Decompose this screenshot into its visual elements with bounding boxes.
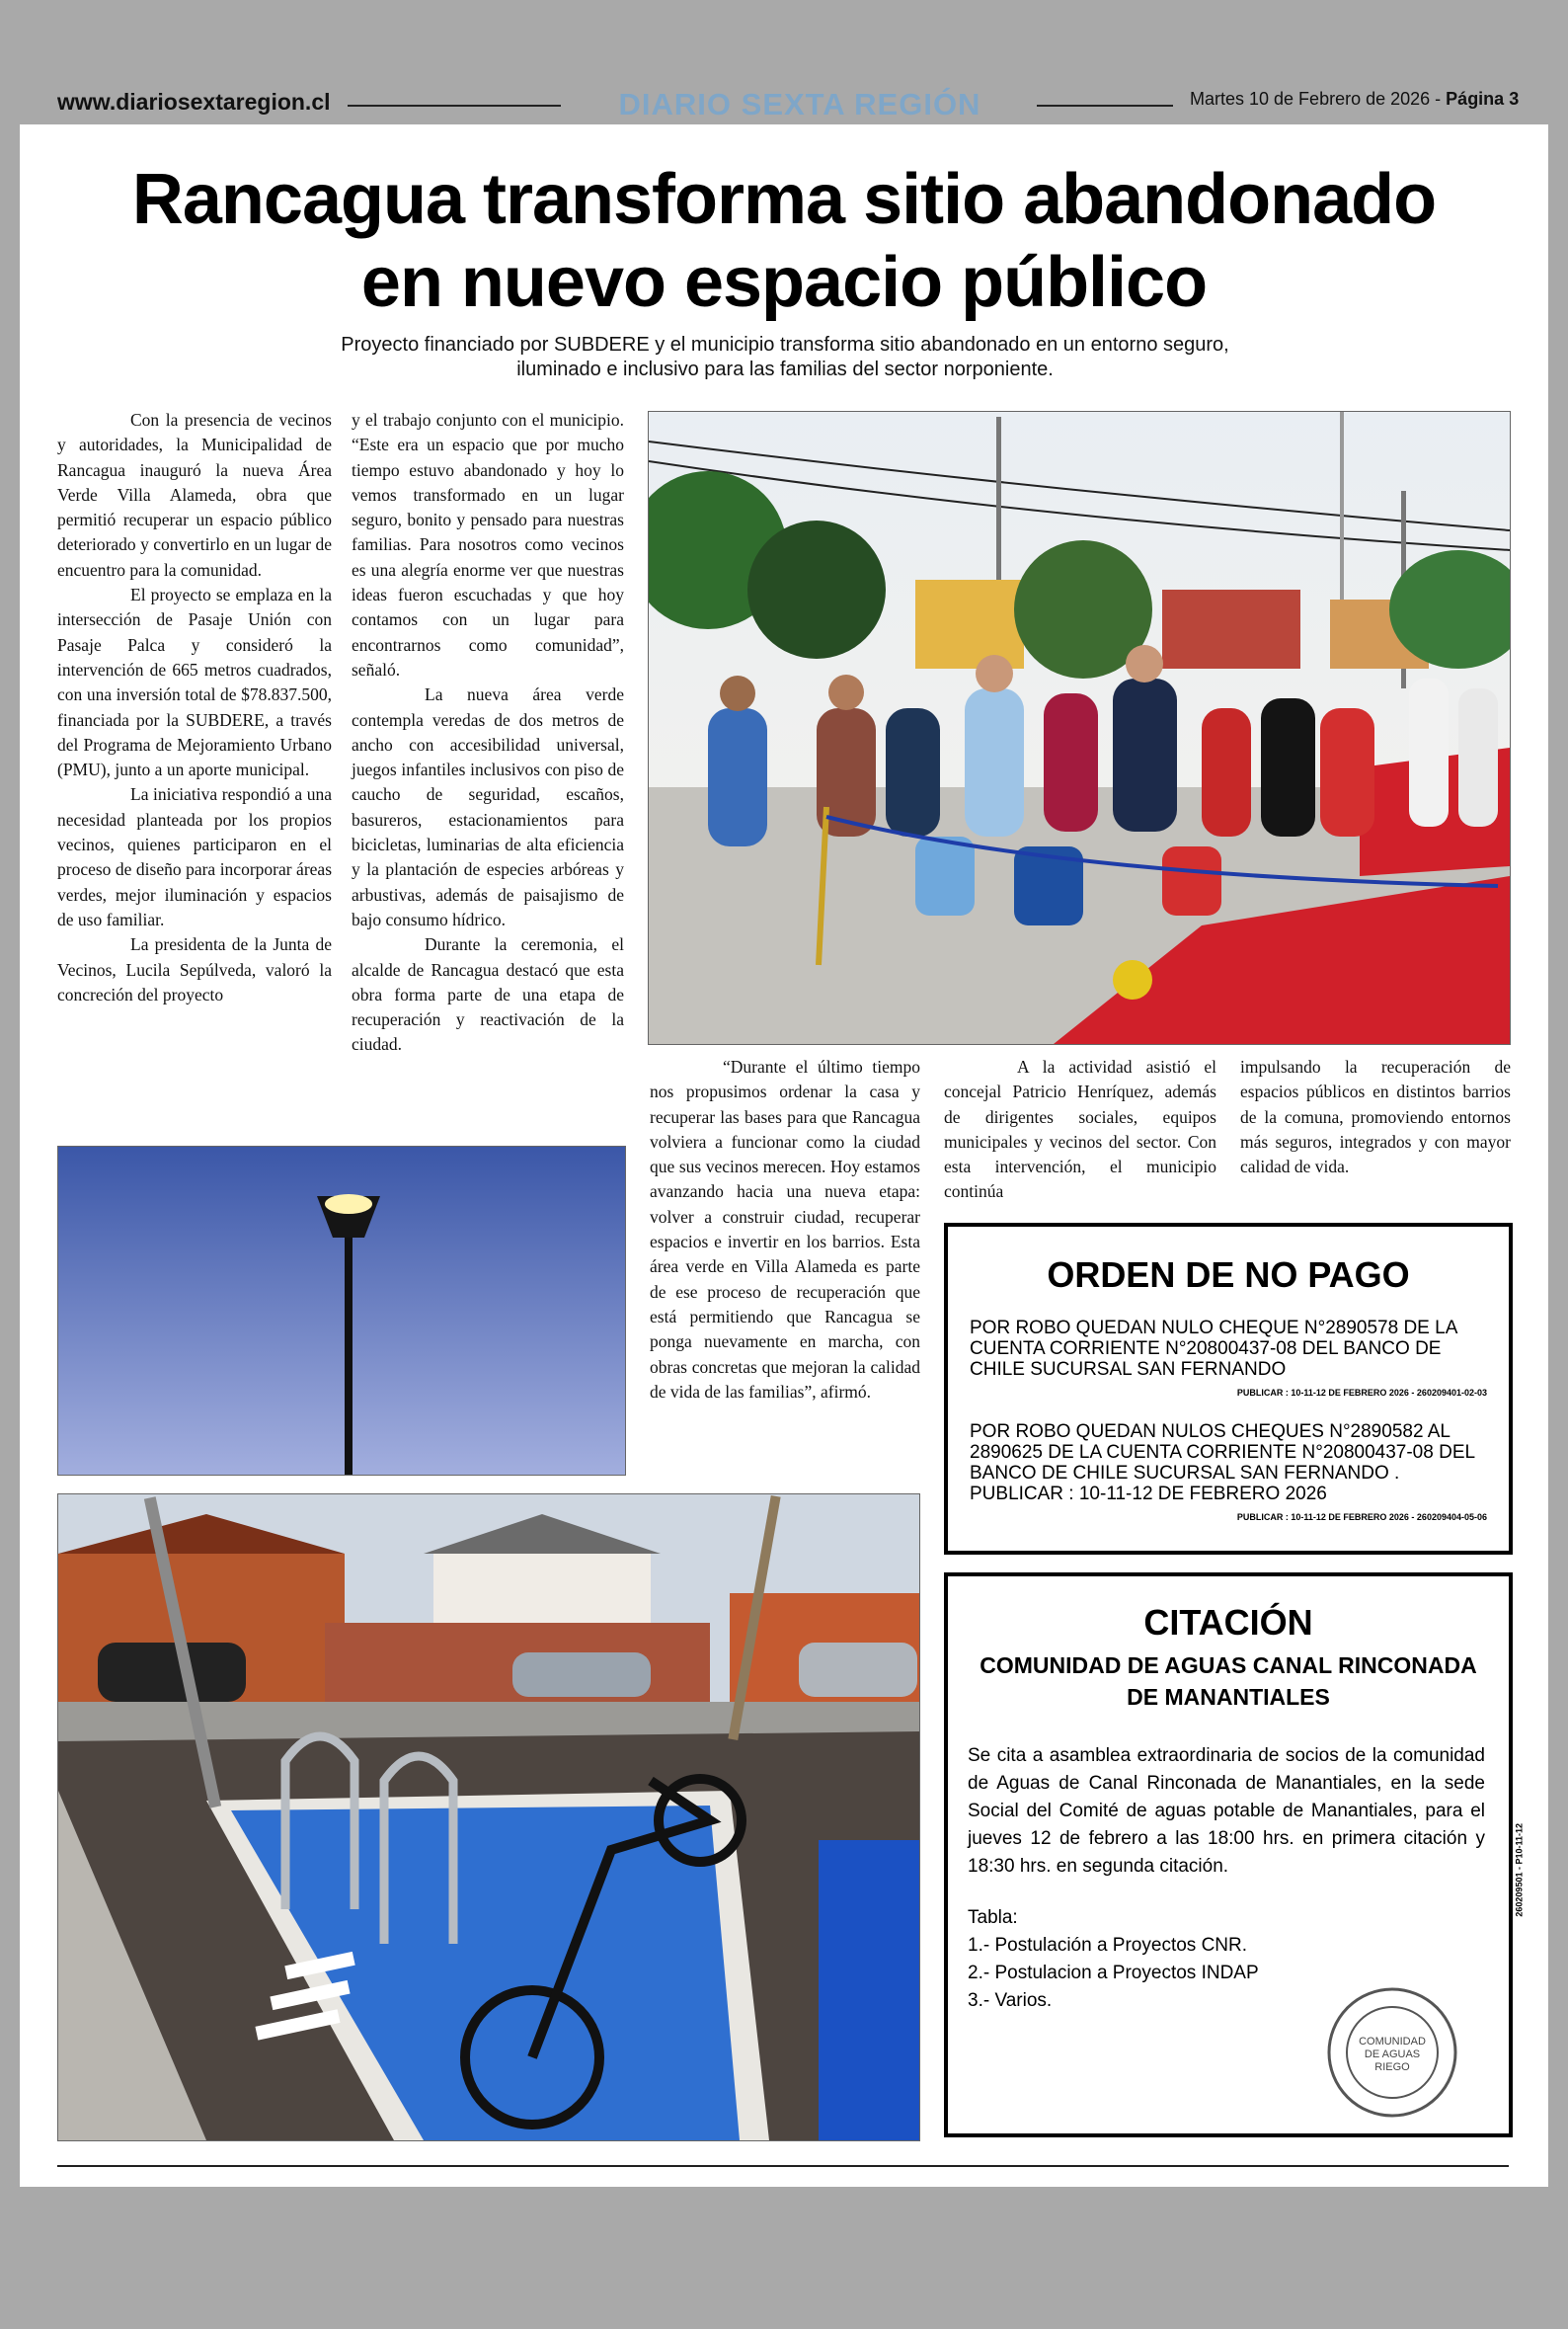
notice-orden-no-pago <box>944 1223 1513 1555</box>
paragraph: Con la presencia de vecinos y autoridades, la Municipalidad de Rancagua inauguró la nueva Área Verde Villa Alameda, obra que permitió recuperar un espacio público deteriorado y convertirlo en un lugar de encuentro para la comunidad. <box>57 410 332 580</box>
headline-line-1: Rancagua transforma sitio abandonado <box>131 160 1437 239</box>
notice-citacion <box>944 1572 1525 2137</box>
agenda-item: 1.- Postulación a Proyectos CNR. <box>968 1935 1248 1956</box>
article-column-1 <box>57 408 332 1007</box>
paragraph: “Durante el último tiempo nos propusimos ordenar la casa y recuperar las bases para que Rancagua volviera a funcionar como la ciudad que sus vecinos merecen. Hoy estamos avanzando hacia una nueva etapa: volver a construir ciudad, recuperar espacios e invertir en los barrios. Esta área verde en Villa Alameda es parte de ese proceso de recuperación que está permitiendo que Rancagua se ponga nuevamente en marcha, con obras concretas que mejoran la calidad de vida de las familias”, afirmó. <box>650 1057 920 1402</box>
bike-parking-illustration <box>58 1494 919 2140</box>
agenda-item: 2.- Postulacion a Proyectos INDAP <box>968 1963 1259 1983</box>
publication-code-2: PUBLICAR : 10-11-12 DE FEBRERO 2026 - 260209404-05-06 <box>1236 1512 1487 1522</box>
subhead-line-2: iluminado e inclusivo para las familias del sector norponiente. <box>516 359 1054 380</box>
streetlamp-photo <box>57 1146 626 1476</box>
citacion-subtitle-line-2: DE MANANTIALES <box>1127 1684 1330 1710</box>
citacion-subtitle-line-1: COMUNIDAD DE AGUAS CANAL RINCONADA <box>980 1652 1477 1678</box>
community-seal-stamp <box>1323 1983 1461 2122</box>
newspaper-name: DIARIO SEXTA REGIÓN <box>618 87 981 121</box>
paragraph: El proyecto se emplaza en la intersección de Pasaje Unión con Pasaje Palca y consideró la intervención de 665 metros cuadrados, con una inversión total de $78.837.500, financiada por la SUBDERE, a través del Programa de Mejoramiento Urbano (PMU), junto a un aporte municipal. <box>57 585 332 780</box>
article-column-3 <box>650 1055 920 1405</box>
paragraph: Durante la ceremonia, el alcalde de Rancagua destacó que esta obra forma parte de una etapa de recuperación y reactivación de la ciudad. <box>352 934 624 1055</box>
citacion-side-code: 260209501 - P10-11-12 <box>1515 1823 1525 1917</box>
article-column-2 <box>352 408 624 1058</box>
notice-title: ORDEN DE NO PAGO <box>1047 1254 1410 1295</box>
ceremony-photo <box>648 411 1511 1045</box>
notice-item-2: POR ROBO QUEDAN NULOS CHEQUES N°2890582 AL 2890625 DE LA CUENTA CORRIENTE N°20800437-08 DEL BANCO DE CHILE SUCURSAL SAN FERNANDO . PUBLICAR : 10-11-12 DE FEBRERO 2026 <box>970 1421 1475 1504</box>
agenda-item: 3.- Varios. <box>968 1990 1053 2011</box>
seal-text-line-1: COMUNIDAD <box>1359 2036 1426 2048</box>
paragraph: y el trabajo conjunto con el municipio. “Este era un espacio que por mucho tiempo estuvo abandonado y hoy lo vemos transformado en un lugar seguro, bonito y pensado para nuestras familias. Para nosotros como vecinos es una alegría enorme ver que nuestras ideas fueron escuchadas y que hoy contamos con un lugar para encontrarnos como comunidad”, señaló. <box>352 410 624 680</box>
paragraph: La nueva área verde contempla veredas de dos metros de ancho con accesibilidad universal, juegos infantiles inclusivos con piso de caucho de seguridad, escaños, basureros, estacionamientos para bicicletas, luminarias de alta eficiencia y la plantación de especies arbóreas y arbustivas, además de paisajismo de bajo consumo hídrico. <box>352 684 624 929</box>
citacion-body: Se cita a asamblea extraordinaria de socios de la comunidad de Aguas de Canal Rinconada de Manantiales, en la sede Social del Comité de aguas potable de Manantiales, para el jueves 12 de febrero a las 18:00 hrs. en primera citación y 18:30 hrs. en segunda citación. <box>968 1745 1485 1877</box>
paragraph: A la actividad asistió el concejal Patricio Henríquez, además de dirigentes sociales, equipos municipales y vecinos del sector. Con esta intervención, el municipio continúa <box>944 1057 1216 1202</box>
streetlamp-illustration <box>58 1147 625 1475</box>
subhead-line-1: Proyecto financiado por SUBDERE y el municipio transforma sitio abandonado en un entorno seguro, <box>341 334 1229 356</box>
article-headline <box>39 158 1529 324</box>
paragraph: La presidenta de la Junta de Vecinos, Lucila Sepúlveda, valoró la concreción del proyecto <box>57 934 332 1004</box>
bike-parking-photo <box>57 1493 920 2141</box>
issue-date: Martes 10 de Febrero de 2026 <box>1190 89 1431 109</box>
publication-code-1: PUBLICAR : 10-11-12 DE FEBRERO 2026 - 260209401-02-03 <box>1236 1388 1487 1398</box>
footer-rule <box>57 2165 1509 2167</box>
citacion-title: CITACIÓN <box>1143 1602 1313 1643</box>
seal-text-line-3: RIEGO <box>1374 2061 1410 2073</box>
notice-item-1: POR ROBO QUEDAN NULO CHEQUE N°2890578 DE LA CUENTA CORRIENTE N°20800437-08 DEL BANCO DE CHILE SUCURSAL SAN FERNANDO <box>970 1318 1457 1380</box>
page-number: Página 3 <box>1446 89 1520 109</box>
headline-line-2: en nuevo espacio público <box>360 243 1208 322</box>
seal-text-line-2: DE AGUAS <box>1364 2048 1421 2060</box>
header-rule-left <box>348 105 561 107</box>
header-rule-right <box>1037 105 1173 107</box>
article-subhead <box>296 333 1274 382</box>
site-url: www.diariosextaregion.cl <box>57 89 331 115</box>
issue-date-line: Martes 10 de Febrero de 2026 - Página 3 <box>1190 89 1520 109</box>
article-column-5 <box>1240 1055 1511 1179</box>
ceremony-photo-illustration <box>649 412 1510 1044</box>
article-column-4 <box>944 1055 1216 1205</box>
paragraph: La iniciativa respondió a una necesidad planteada por los propios vecinos, quienes participaron en el proceso de diseño para incorporar áreas verdes, mejor iluminación y espacios de uso familiar. <box>57 784 332 929</box>
citacion-subtitle <box>948 1649 1509 1713</box>
paragraph: impulsando la recuperación de espacios públicos en distintos barrios de la comuna, promoviendo entornos más seguros, integrados y con mayor calidad de vida. <box>1240 1057 1511 1177</box>
agenda-label: Tabla: <box>968 1907 1018 1928</box>
